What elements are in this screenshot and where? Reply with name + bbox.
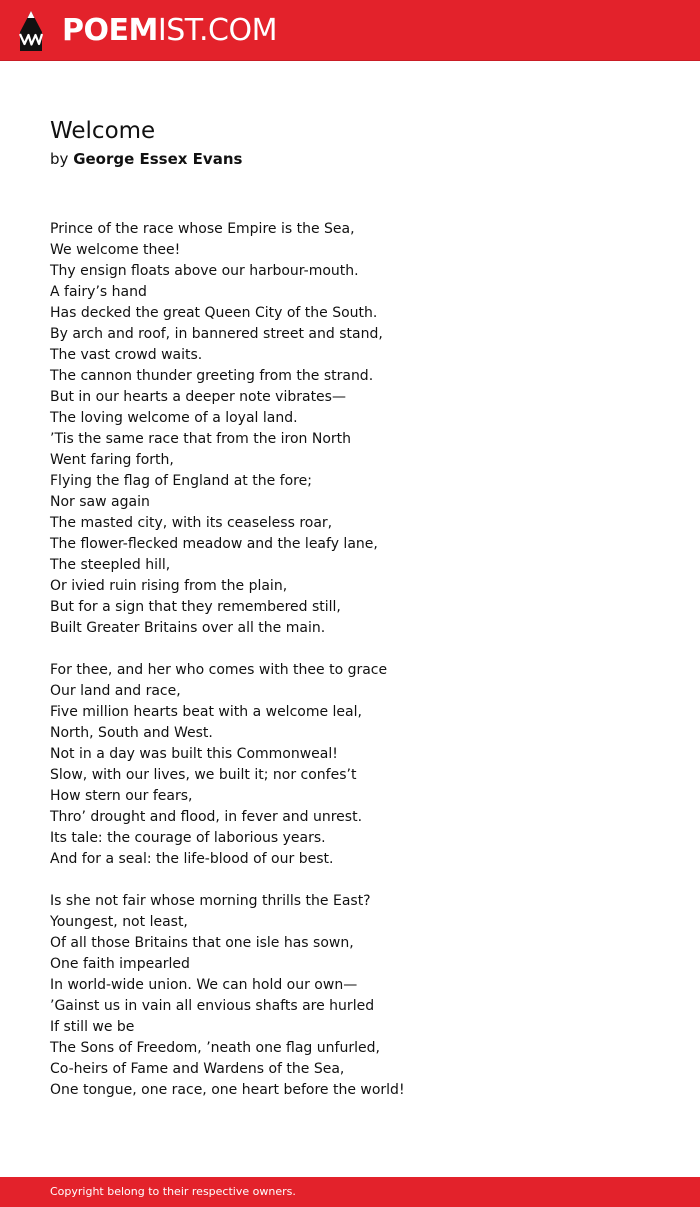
poem-line: Thro’ drought and flood, in fever and unrest. <box>50 809 363 825</box>
poem-line: Of all those Britains that one isle has sown, <box>50 935 354 951</box>
poem-line: Prince of the race whose Empire is the Sea, <box>50 221 355 237</box>
poem-line: The cannon thunder greeting from the strand. <box>50 368 374 384</box>
footer-copyright: Copyright belong to their respective owners. <box>50 1185 296 1198</box>
poem-line: Not in a day was built this Commonweal! <box>50 746 338 762</box>
poem-line: North, South and West. <box>50 725 213 741</box>
poem-line: The steepled hill, <box>50 557 171 573</box>
poem-line: By arch and roof, in bannered street and stand, <box>50 326 383 342</box>
poem-line: If still we be <box>50 1019 135 1035</box>
poem-line: How stern our fears, <box>50 788 193 804</box>
poem-line: Thy ensign floats above our harbour-mouth. <box>50 263 359 279</box>
poem-line: Went faring forth, <box>50 452 174 468</box>
poem-stanza <box>50 660 650 870</box>
site-footer <box>0 1177 700 1207</box>
poem-line: But in our hearts a deeper note vibrates— <box>50 389 346 405</box>
poem-line: But for a sign that they remembered still, <box>50 599 341 615</box>
poem-byline <box>50 148 242 170</box>
poem-line: Five million hearts beat with a welcome leal, <box>50 704 362 720</box>
pencil-icon <box>18 10 44 52</box>
poem-line: Youngest, not least, <box>50 914 188 930</box>
poem-line: ’Gainst us in vain all envious shafts are hurled <box>50 998 375 1014</box>
poem-author: George Essex Evans <box>73 150 243 168</box>
poem-stanza <box>50 891 650 1101</box>
site-logo-link[interactable] <box>62 13 277 49</box>
poem-line: The loving welcome of a loyal land. <box>50 410 298 426</box>
poem-line: Nor saw again <box>50 494 150 510</box>
byline-label: by <box>50 150 69 168</box>
stanza-gap <box>50 870 650 891</box>
poem-body <box>50 219 650 1101</box>
poem-stanza <box>50 219 650 639</box>
site-header <box>0 0 700 61</box>
logo-strong-text: POEM <box>62 13 158 48</box>
poem-line: Co-heirs of Fame and Wardens of the Sea, <box>50 1061 345 1077</box>
poem-line: The Sons of Freedom, ’neath one flag unfurled, <box>50 1040 380 1056</box>
poem-line: One tongue, one race, one heart before the world! <box>50 1082 405 1098</box>
poem-line: Flying the flag of England at the fore; <box>50 473 312 489</box>
poem-line: For thee, and her who comes with thee to grace <box>50 662 388 678</box>
poem-line: Is she not fair whose morning thrills the East? <box>50 893 371 909</box>
poem-line: In world-wide union. We can hold our own— <box>50 977 358 993</box>
poem-line: Built Greater Britains over all the main. <box>50 620 326 636</box>
poem-line: Its tale: the courage of laborious years. <box>50 830 326 846</box>
poem-line: A fairy’s hand <box>50 284 147 300</box>
stanza-gap <box>50 639 650 660</box>
poem-line: And for a seal: the life-blood of our best. <box>50 851 334 867</box>
poem-line: One faith impearled <box>50 956 190 972</box>
logo-light-text: IST.COM <box>157 13 277 48</box>
poem-title: Welcome <box>50 118 156 144</box>
poem-line: Slow, with our lives, we built it; nor confes’t <box>50 767 357 783</box>
poem-line: We welcome thee! <box>50 242 181 258</box>
poem-line: The flower-flecked meadow and the leafy lane, <box>50 536 378 552</box>
poem-line: The vast crowd waits. <box>50 347 203 363</box>
poem-line: The masted city, with its ceaseless roar, <box>50 515 333 531</box>
poem-line: Has decked the great Queen City of the South. <box>50 305 378 321</box>
poem-line: ’Tis the same race that from the iron North <box>50 431 352 447</box>
poem-line: Or ivied ruin rising from the plain, <box>50 578 288 594</box>
poem-line: Our land and race, <box>50 683 181 699</box>
